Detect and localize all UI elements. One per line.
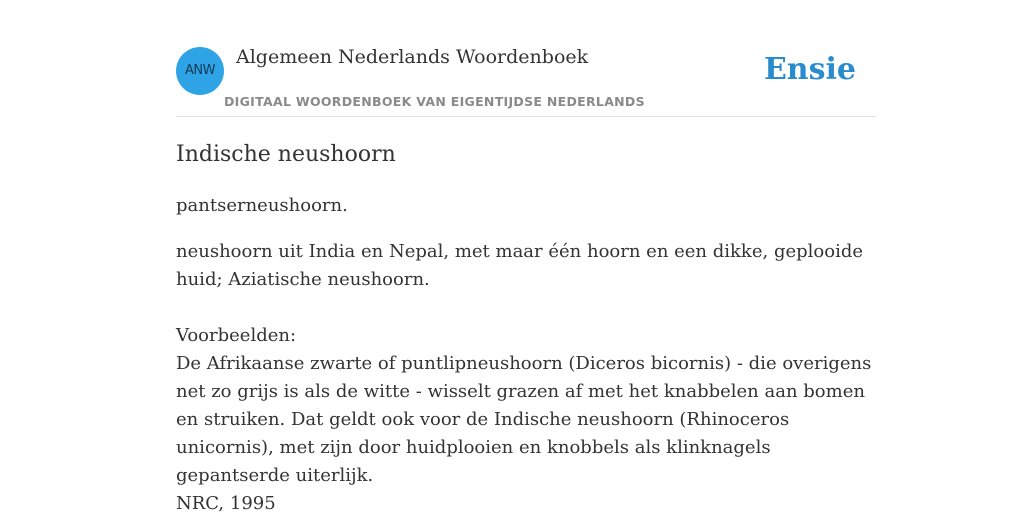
entry-definition <box>176 238 876 512</box>
examples-label: Voorbeelden: <box>176 325 297 346</box>
entry-synonym: pantserneushoorn. <box>176 195 348 216</box>
anw-logo: ANW <box>176 47 224 95</box>
entry-content <box>176 140 876 512</box>
dictionary-header <box>176 46 876 117</box>
example-source: NRC, 1995 <box>176 493 276 512</box>
entry-term: Indische neushoorn <box>176 142 396 167</box>
dictionary-subtitle: DIGITAAL WOORDENBOEK VAN EIGENTIJDSE NEDERLANDS <box>224 94 645 109</box>
ensie-logo[interactable]: Ensie <box>763 52 856 87</box>
definition-text: neushoorn uit India en Nepal, met maar één hoorn en een dikke, geplooide huid; Aziatische neushoorn. <box>176 241 863 290</box>
dictionary-title[interactable]: Algemeen Nederlands Woordenboek <box>236 46 589 68</box>
example-text: De Afrikaanse zwarte of puntlipneushoorn (Diceros bicornis) - die overigens net zo grijs is als de witte - wisselt grazen af met het knabbelen aan bomen en struiken. Dat geldt ook voor de Indische neushoorn (Rhinoceros unicornis), met zijn door huidplooien en knobbels als klinknagels gepantserde uiterlijk. <box>176 353 872 486</box>
